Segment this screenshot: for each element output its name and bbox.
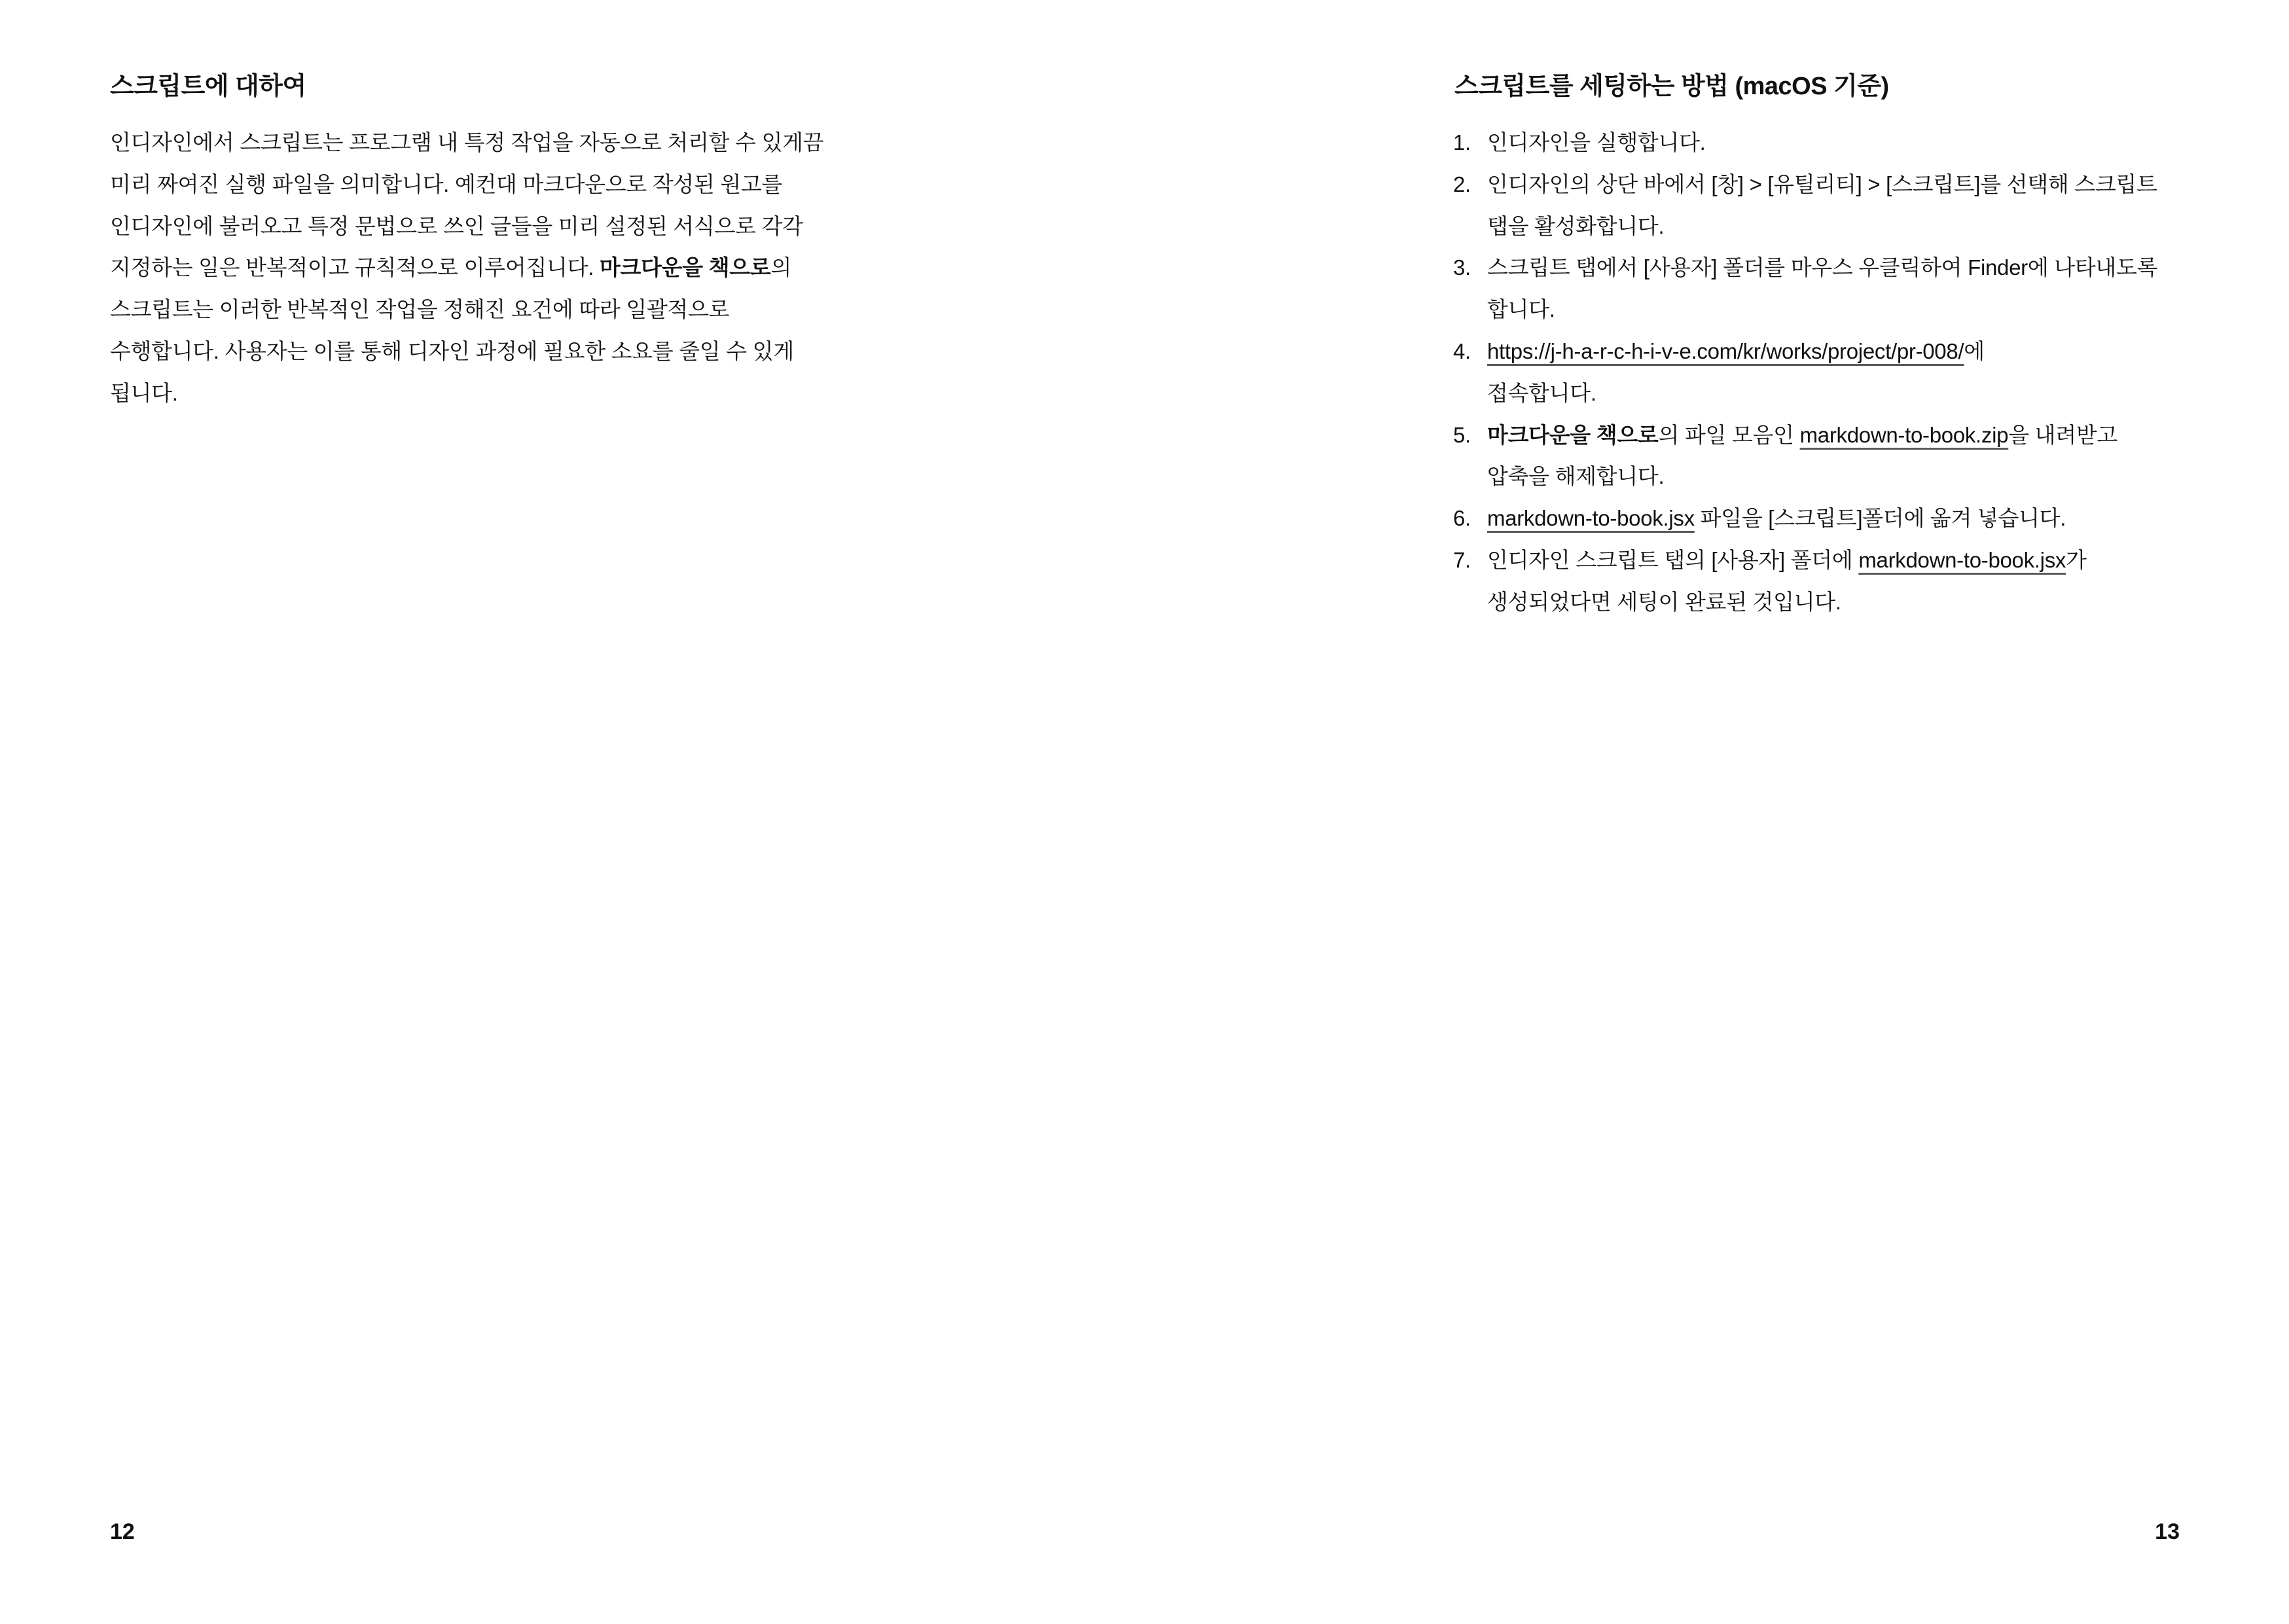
step-item-4: [1453, 331, 2265, 414]
text-segment: 인디자인 스크립트 탭의 [사용자] 폴더에: [1487, 547, 1859, 572]
step-number: 5.: [1453, 422, 1471, 447]
step-item-2: [1453, 164, 2265, 247]
page-number-left: 12: [110, 1519, 135, 1544]
text-line: [110, 206, 1079, 247]
about-scripts-paragraph: [110, 122, 1079, 414]
text-line: [110, 289, 1079, 331]
text-line: [110, 164, 1079, 206]
text-line: [1487, 247, 2265, 289]
link[interactable]: markdown-to-book.jsx: [1487, 506, 1695, 531]
text-segment: 됩니다.: [110, 380, 178, 405]
text-segment: 마크다운을 책으로: [1487, 422, 1659, 447]
text-segment: 지정하는 일은 반복적이고 규칙적으로 이루어집니다.: [110, 255, 600, 280]
text-line: [110, 372, 1079, 414]
text-line: [1487, 456, 2265, 497]
setup-steps-list: [1453, 122, 2265, 623]
text-segment: 가: [2066, 547, 2087, 572]
text-segment: 접속합니다.: [1487, 380, 1596, 405]
text-line: [1487, 164, 2265, 206]
step-text: [1487, 122, 2265, 164]
text-line: [1487, 122, 2265, 164]
step-number: 2.: [1453, 171, 1471, 196]
text-segment: 파일을 [스크립트]폴더에 옮겨 넣습니다.: [1694, 506, 2066, 531]
step-number: 7.: [1453, 547, 1471, 572]
text-segment: 마크다운을 책으로: [599, 255, 771, 280]
step-text: [1487, 497, 2265, 539]
text-line: [1487, 206, 2265, 247]
text-line: [110, 122, 1079, 164]
text-segment: 인디자인의 상단 바에서 [창] > [유틸리티] > [스크립트]를 선택해 스크립트: [1487, 171, 2157, 196]
text-line: [1487, 414, 2265, 456]
text-line: [1487, 331, 2265, 372]
text-line: [1487, 497, 2265, 539]
text-segment: 탭을 활성화합니다.: [1487, 213, 1665, 238]
step-number: 1.: [1453, 130, 1471, 154]
text-line: [110, 331, 1079, 372]
text-segment: 에: [1964, 338, 1985, 363]
step-text: [1487, 247, 2265, 331]
step-item-5: [1453, 414, 2265, 498]
text-segment: 을 내려받고: [2008, 422, 2118, 447]
step-item-6: [1453, 497, 2265, 539]
step-number: 6.: [1453, 506, 1471, 531]
step-text: [1487, 414, 2265, 498]
text-line: [110, 247, 1079, 289]
page-number-right: 13: [2155, 1519, 2180, 1544]
text-segment: 미리 짜여진 실행 파일을 의미합니다. 예컨대 마크다운으로 작성된 원고를: [110, 171, 783, 196]
page-right: [1144, 0, 2289, 1624]
left-page-title: 스크립트에 대하여: [110, 73, 306, 100]
page-left: [0, 0, 1144, 1624]
link[interactable]: markdown-to-book.zip: [1799, 422, 2009, 447]
text-segment: 스크립트는 이러한 반복적인 작업을 정해진 요건에 따라 일괄적으로: [110, 297, 730, 322]
step-text: [1487, 331, 2265, 414]
text-line: [1487, 581, 2265, 623]
text-segment: 스크립트 탭에서 [사용자] 폴더를 마우스 우클릭하여 Finder에 나타내도록: [1487, 255, 2158, 280]
text-line: [1487, 539, 2265, 581]
step-number: 4.: [1453, 338, 1471, 363]
text-segment: 의 파일 모음인: [1658, 422, 1800, 447]
step-item-1: [1453, 122, 2265, 164]
step-item-7: [1453, 539, 2265, 623]
step-item-3: [1453, 247, 2265, 331]
text-segment: 인디자인에 불러오고 특정 문법으로 쓰인 글들을 미리 설정된 서식으로 각각: [110, 213, 803, 238]
right-page-title: 스크립트를 세팅하는 방법 (macOS 기준): [1454, 73, 1889, 100]
link[interactable]: markdown-to-book.jsx: [1858, 547, 2066, 572]
text-line: [1487, 372, 2265, 414]
step-number: 3.: [1453, 255, 1471, 280]
step-text: [1487, 539, 2265, 623]
text-segment: 인디자인을 실행합니다.: [1487, 130, 1706, 154]
link[interactable]: https://j-h-a-r-c-h-i-v-e.com/kr/works/project/pr-008/: [1487, 338, 1964, 363]
text-segment: 압축을 해제합니다.: [1487, 464, 1665, 489]
text-segment: 생성되었다면 세팅이 완료된 것입니다.: [1487, 589, 1841, 614]
text-segment: 합니다.: [1487, 297, 1555, 322]
text-segment: 인디자인에서 스크립트는 프로그램 내 특정 작업을 자동으로 처리할 수 있게끔: [110, 130, 824, 154]
text-segment: 의: [770, 255, 792, 280]
step-text: [1487, 164, 2265, 247]
text-line: [1487, 289, 2265, 331]
text-segment: 수행합니다. 사용자는 이를 통해 디자인 과정에 필요한 소요를 줄일 수 있게: [110, 338, 794, 363]
